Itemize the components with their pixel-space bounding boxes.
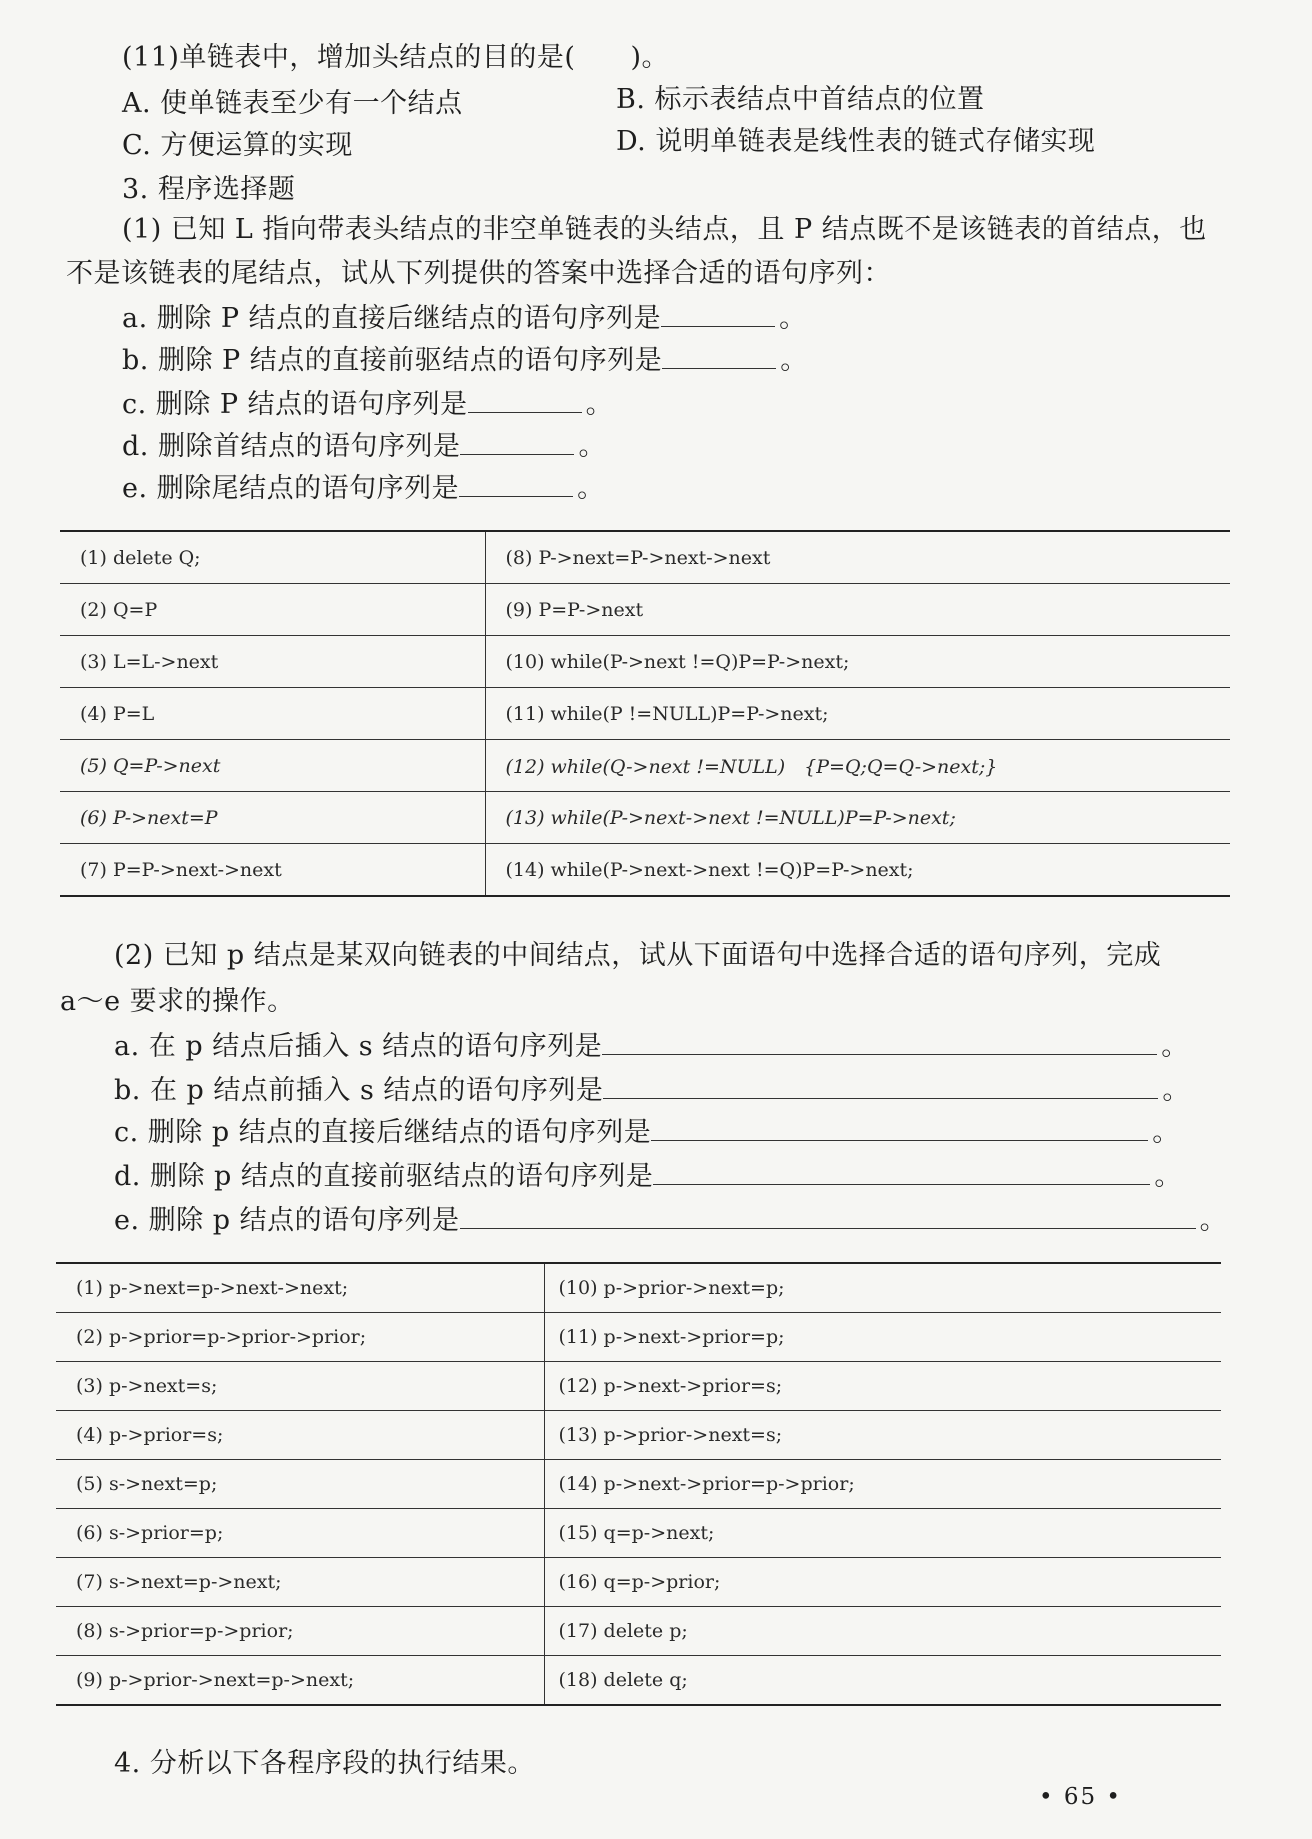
table-row xyxy=(56,1411,1221,1460)
table-cell: (10) p->prior->next=p; xyxy=(544,1263,1221,1313)
p2-item-b xyxy=(114,1072,1190,1109)
table-cell: (13) while(P->next->next !=NULL)P=P->next; xyxy=(485,792,1230,844)
table-cell: (1) p->next=p->next->next; xyxy=(56,1263,544,1313)
table-cell: (4) P=L xyxy=(60,688,485,740)
table-cell: (6) P->next=P xyxy=(60,792,485,844)
table-row xyxy=(56,1656,1221,1706)
table-cell: (9) p->prior->next=p->next; xyxy=(56,1656,544,1706)
q11-stem: (11)单链表中，增加头结点的目的是( )。 xyxy=(122,42,669,73)
table-cell: (14) while(P->next->next !=Q)P=P->next; xyxy=(485,844,1230,897)
period: 。 xyxy=(1154,1161,1182,1192)
table-row xyxy=(56,1509,1221,1558)
answer-blank[interactable] xyxy=(459,470,573,497)
period: 。 xyxy=(585,389,614,420)
table-row xyxy=(56,1607,1221,1656)
page-number: • 65 • xyxy=(1038,1784,1122,1810)
table-cell: (1) delete Q; xyxy=(60,531,485,584)
p2-item-a-text: a. 在 p 结点后插入 s 结点的语句序列是 xyxy=(114,1031,603,1062)
p2-item-e xyxy=(114,1202,1227,1239)
period: 。 xyxy=(1199,1205,1228,1236)
p1-item-a xyxy=(122,300,807,337)
p1-item-b xyxy=(122,342,808,379)
p2-options-table xyxy=(56,1262,1221,1706)
p1-item-a-text: a. 删除 P 结点的直接后继结点的语句序列是 xyxy=(122,303,662,334)
answer-blank[interactable] xyxy=(662,342,776,369)
table-cell: (11) while(P !=NULL)P=P->next; xyxy=(485,688,1230,740)
table-cell: (11) p->next->prior=p; xyxy=(544,1313,1221,1362)
period: 。 xyxy=(780,345,808,376)
table-row xyxy=(56,1263,1221,1313)
q11-option-b: B. 标示表结点中首结点的位置 xyxy=(616,84,985,115)
p1-intro-line1: (1) 已知 L 指向带表头结点的非空单链表的头结点，且 P 结点既不是该链表的首结点，也 xyxy=(122,214,1207,245)
table-row xyxy=(56,1362,1221,1411)
answer-blank[interactable] xyxy=(602,1028,1157,1055)
table-cell: (8) P->next=P->next->next xyxy=(485,531,1230,584)
table-cell: (2) Q=P xyxy=(60,584,485,636)
table-cell: (18) delete q; xyxy=(544,1656,1221,1706)
answer-blank[interactable] xyxy=(460,1202,1196,1229)
table-row xyxy=(60,584,1230,636)
q11-option-c: C. 方便运算的实现 xyxy=(122,130,353,161)
p1-item-d-text: d. 删除首结点的语句序列是 xyxy=(122,431,461,462)
table-cell: (16) q=p->prior; xyxy=(544,1558,1221,1607)
table-row xyxy=(60,636,1230,688)
table-cell: (5) Q=P->next xyxy=(60,740,485,792)
q11-option-a: A. 使单链表至少有一个结点 xyxy=(122,88,463,119)
table-row xyxy=(60,792,1230,844)
p2-item-d xyxy=(114,1158,1182,1195)
table-cell: (13) p->prior->next=s; xyxy=(544,1411,1221,1460)
p1-intro-line2: 不是该链表的尾结点，试从下列提供的答案中选择合适的语句序列： xyxy=(66,258,891,289)
p2-intro-line2: a～e 要求的操作。 xyxy=(60,986,295,1017)
answer-blank[interactable] xyxy=(653,1158,1150,1185)
p2-item-a xyxy=(114,1028,1189,1065)
answer-blank[interactable] xyxy=(661,300,775,327)
p2-item-e-text: e. 删除 p 结点的语句序列是 xyxy=(114,1205,460,1236)
table-cell: (7) P=P->next->next xyxy=(60,844,485,897)
table-cell: (12) while(Q->next !=NULL) {P=Q;Q=Q->next;} xyxy=(485,740,1230,792)
q11-option-d: D. 说明单链表是线性表的链式存储实现 xyxy=(616,126,1096,157)
answer-blank[interactable] xyxy=(468,386,582,413)
period: 。 xyxy=(578,431,606,462)
period: 。 xyxy=(1152,1117,1180,1148)
p1-item-e xyxy=(122,470,605,507)
table-cell: (17) delete p; xyxy=(544,1607,1221,1656)
p2-item-b-text: b. 在 p 结点前插入 s 结点的语句序列是 xyxy=(114,1075,604,1106)
period: 。 xyxy=(1162,1075,1190,1106)
table-cell: (8) s->prior=p->prior; xyxy=(56,1607,544,1656)
p2-item-c-text: c. 删除 p 结点的直接后继结点的语句序列是 xyxy=(114,1117,652,1148)
period: 。 xyxy=(1161,1031,1189,1062)
table-row xyxy=(60,688,1230,740)
section3-title: 3. 程序选择题 xyxy=(122,174,296,205)
table-row xyxy=(56,1313,1221,1362)
p1-item-b-text: b. 删除 P 结点的直接前驱结点的语句序列是 xyxy=(122,345,663,376)
table-row xyxy=(60,531,1230,584)
answer-blank[interactable] xyxy=(651,1114,1148,1141)
table-cell: (14) p->next->prior=p->prior; xyxy=(544,1460,1221,1509)
section4-title: 4. 分析以下各程序段的执行结果。 xyxy=(114,1748,535,1779)
p2-intro-line1: (2) 已知 p 结点是某双向链表的中间结点，试从下面语句中选择合适的语句序列，完成 xyxy=(114,940,1162,971)
table-cell: (2) p->prior=p->prior->prior; xyxy=(56,1313,544,1362)
p1-item-e-text: e. 删除尾结点的语句序列是 xyxy=(122,473,460,504)
table-row xyxy=(56,1558,1221,1607)
table-cell: (10) while(P->next !=Q)P=P->next; xyxy=(485,636,1230,688)
table-row xyxy=(56,1460,1221,1509)
table-cell: (3) p->next=s; xyxy=(56,1362,544,1411)
table-cell: (7) s->next=p->next; xyxy=(56,1558,544,1607)
table-cell: (12) p->next->prior=s; xyxy=(544,1362,1221,1411)
table-row xyxy=(60,740,1230,792)
table-row xyxy=(60,844,1230,897)
p1-item-d xyxy=(122,428,606,465)
answer-blank[interactable] xyxy=(460,428,574,455)
period: 。 xyxy=(779,303,807,334)
table-cell: (4) p->prior=s; xyxy=(56,1411,544,1460)
p2-item-c xyxy=(114,1114,1180,1151)
period: 。 xyxy=(577,473,605,504)
p1-options-table xyxy=(60,530,1230,897)
table-cell: (15) q=p->next; xyxy=(544,1509,1221,1558)
p1-item-c-text: c. 删除 P 结点的语句序列是 xyxy=(122,389,468,420)
table-cell: (3) L=L->next xyxy=(60,636,485,688)
p2-item-d-text: d. 删除 p 结点的直接前驱结点的语句序列是 xyxy=(114,1161,654,1192)
table-cell: (6) s->prior=p; xyxy=(56,1509,544,1558)
answer-blank[interactable] xyxy=(603,1072,1158,1099)
table-cell: (5) s->next=p; xyxy=(56,1460,544,1509)
table-cell: (9) P=P->next xyxy=(485,584,1230,636)
p1-item-c xyxy=(122,386,613,423)
